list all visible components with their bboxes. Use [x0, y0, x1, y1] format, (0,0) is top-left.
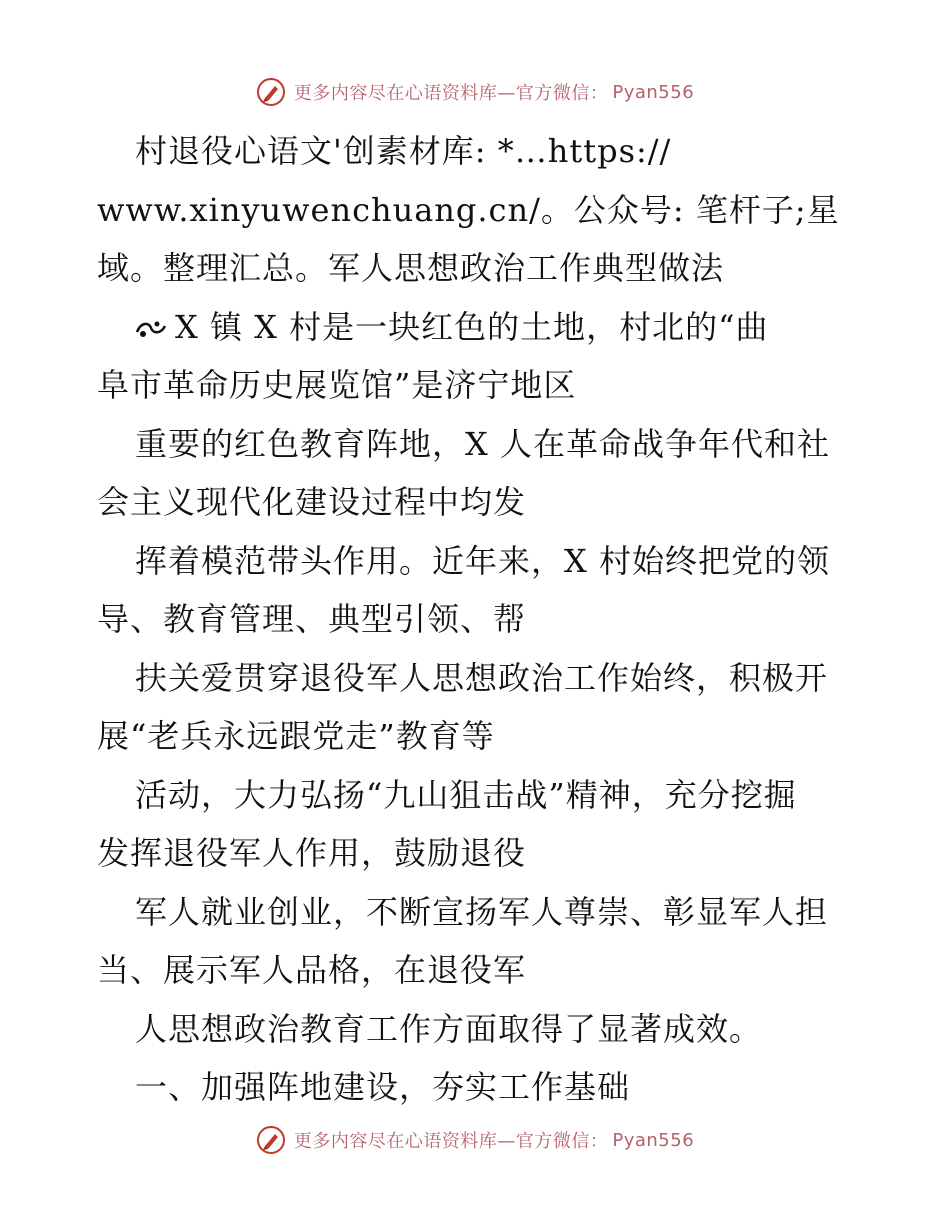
watermark-id: Pyan556 — [612, 1129, 695, 1151]
pen-nib-logo-icon — [256, 77, 286, 107]
body-line: 会主义现代化建设过程中均发 — [97, 483, 527, 521]
watermark-footer — [0, 1120, 950, 1160]
body-line: 活动，大力弘扬“九山狙击战”精神，充分挖掘 — [135, 775, 797, 814]
body-line: 挥着模范带头作用。近年来，X 村始终把党的领 — [135, 541, 830, 580]
body-line: 域。整理汇总。军人思想政治工作典型做法 — [97, 249, 725, 287]
watermark-text: 更多内容尽在心语资料库—官方微信： — [293, 83, 609, 104]
body-line: 发挥退役军人作用，鼓励退役 — [97, 834, 527, 872]
body-line: 扶关爱贯穿退役军人思想政治工作始终，积极开 — [135, 658, 829, 697]
pen-nib-logo-icon — [256, 1125, 286, 1155]
body-line: X 镇 X 村是一块红色的土地，村北的“曲 — [97, 298, 867, 357]
document-body — [97, 122, 867, 1117]
body-line: 当、展示军人品格，在退役军 — [97, 951, 527, 989]
body-line: 阜市革命历史展览馆”是济宁地区 — [97, 366, 577, 404]
body-line: 村退役心语文'创素材库: *…https:// — [135, 132, 672, 170]
body-line: 展“老兵永远跟党走”教育等 — [97, 717, 495, 755]
body-line: www.xinyuwenchuang.cn/。公众号: 笔杆子;星 — [97, 190, 840, 229]
body-line: 导、教育管理、典型引领、帮 — [97, 600, 527, 638]
body-line: 重要的红色教育阵地，X 人在革命战争年代和社 — [135, 424, 830, 463]
watermark-id: Pyan556 — [612, 81, 695, 103]
watermark-text: 更多内容尽在心语资料库—官方微信： — [293, 1131, 609, 1152]
watermark-header — [0, 72, 950, 112]
body-line: 人思想政治教育工作方面取得了显著成效。 — [135, 1009, 763, 1048]
section-heading: 一、加强阵地建设，夯实工作基础 — [135, 1068, 631, 1106]
body-line: 军人就业创业，不断宣扬军人尊崇、彰显军人担 — [135, 892, 829, 931]
dingbat-ornament-icon — [135, 318, 169, 340]
